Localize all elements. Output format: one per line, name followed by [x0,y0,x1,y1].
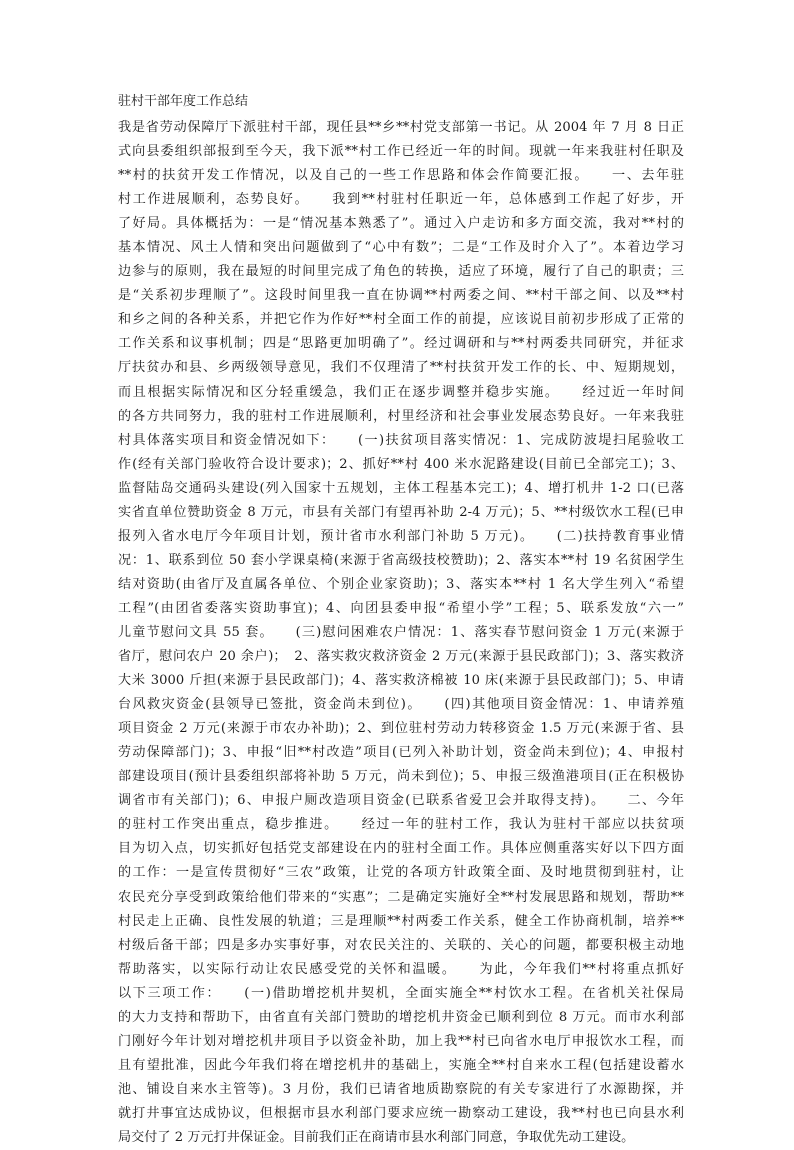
body-line: 工程”(由团省委落实资助事宜)；4、向团县委申报“希望小学”工程；5、联系发放“六一” [118,600,684,616]
body-line: 基本情况、风土人情和突出问题做到了“心中有数”；二是“工作及时介入了”。本着边学习 [118,240,684,256]
body-line: 调省市有关部门)；6、申报户厕改造项目资金(已联系省爱卫会并取得支持)。 二、今年 [118,793,684,809]
body-line: 监督陆岛交通码头建设(列入国家十五规划，主体工程基本完工)；4、增打机井 1-2 口(已落 [118,480,684,496]
body-line: 且有望批准，因此今年我们将在增挖机井的基础上，实施全**村自来水工程(包括建设蓄水 [118,1057,684,1073]
body-line: 目为切入点，切实抓好包括党支部建设在内的驻村全面工作。具体应侧重落实好以下四方面 [118,841,684,857]
body-line: 的大力支持和帮助下，由省直有关部门赞助的增挖机井资金已顺利到位 8 万元。而市水利部 [118,1009,684,1025]
body-line: 况：1、联系到位 50 套小学课桌椅(来源于省高级技校赞助)；2、落实本**村 19 名贫困学生 [118,552,684,568]
body-line: 大米 3000 斤担(来源于县民政部门)；4、落实救济棉被 10 床(来源于县民政部门)；5、申请 [118,673,684,689]
body-line: 帮助落实，以实际行动让农民感受党的关怀和温暖。 为此，今年我们**村将重点抓好 [118,961,684,977]
body-line: 池、铺设自来水主管等)。3 月份，我们已请省地质勘察院的有关专家进行了水源勘探，并 [118,1081,684,1097]
body-line: 实省直单位赞助资金 8 万元，市县有关部门有望再补助 2-4 万元)；5、**村级饮水工程(已申 [118,504,684,520]
body-line: 村具体落实项目和资金情况如下： (一)扶贫项目落实情况：1、完成防波堤扫尾验收工 [118,432,684,448]
body-line: 边参与的原则，我在最短的时间里完成了角色的转换，适应了环境，履行了自己的职责；三 [118,264,684,280]
body-line: 工作关系和议事机制；四是“思路更加明确了”。经过调研和与**村两委共同研究，并征求 [118,336,684,352]
body-line: 以下三项工作： (一)借助增挖机井契机，全面实施全**村饮水工程。在省机关社保局 [118,985,684,1001]
body-line: 劳动保障部门)；3、申报“旧**村改造”项目(已列入补助计划，资金尚未到位)；4、申报村 [118,745,684,761]
body-line: 村民走上正确、良性发展的轨道；三是理顺**村两委工作关系，健全工作协商机制，培养** [118,913,684,929]
body-line: 村工作进展顺利，态势良好。 我到**村驻村任职近一年，总体感到工作起了好步，开 [118,192,684,208]
body-line: 我是省劳动保障厅下派驻村干部，现任县**乡**村党支部第一书记。从 2004 年 7 月 8 日正 [118,120,684,135]
body-line: 而且根据实际情况和区分轻重缓急，我们正在逐步调整并稳步实施。 经过近一年时间 [118,384,684,400]
body-line: **村的扶贫开发工作情况，以及自己的一些工作思路和体会作简要汇报。 一、去年驻 [118,168,684,184]
body-line: 村级后备干部；四是多办实事好事，对农民关注的、关联的、关心的问题，都要积极主动地 [118,937,684,953]
body-line: 的工作：一是宣传贯彻好“三农”政策，让党的各项方针政策全面、及时地贯彻到驻村，让 [118,865,684,881]
document-title: 驻村干部年度工作总结 [118,94,249,109]
body-line: 结对资助(由省厅及直属各单位、个别企业家资助)；3、落实本**村 1 名大学生列入“希望 [118,576,684,592]
document-page [118,92,684,1150]
body-line: 了好局。具体概括为：一是“情况基本熟悉了”。通过入户走访和多方面交流，我对**村的 [118,216,684,232]
body-line: 项目资金 2 万元(来源于市农办补助)；2、到位驻村劳动力转移资金 1.5 万元(来源于省、县 [118,721,684,737]
body-line: 报列入省水电厅今年项目计划，预计省市水利部门补助 5 万元)。 (二)扶持教育事业情 [118,528,684,544]
body-line: 和乡之间的各种关系，并把它作为作好**村全面工作的前提，应该说目前初步形成了正常的 [118,312,684,328]
document-body [118,116,684,1150]
body-line: 的驻村工作突出重点，稳步推进。 经过一年的驻村工作，我认为驻村干部应以扶贫项 [118,817,684,833]
body-line: 就打井事宜达成协议，但根据市县水利部门要求应统一勘察动工建设，我**村也已向县水利 [118,1105,684,1121]
body-line: 部建设项目(预计县委组织部将补助 5 万元，尚未到位)；5、申报三级渔港项目(正在积极协 [118,769,684,785]
body-line: 台风救灾资金(县领导已签批，资金尚未到位)。 (四)其他项目资金情况：1、申请养殖 [118,697,684,713]
body-line: 儿童节慰问文具 55 套。 (三)慰问困难农户情况：1、落实春节慰问资金 1 万元(来源于 [118,624,684,640]
body-line: 的各方共同努力，我的驻村工作进展顺利，村里经济和社会事业发展态势良好。一年来我驻 [118,408,684,424]
body-line: 作(经有关部门验收符合设计要求)；2、抓好**村 400 米水泥路建设(目前已全部完工)；3、 [118,456,684,472]
body-line: 农民充分享受到政策给他们带来的“实惠”；二是确定实施好全**村发展思路和规划，帮助** [118,889,684,905]
body-line: 局交付了 2 万元打井保证金。目前我们正在商请市县水利部门同意，争取优先动工建设。 [118,1129,635,1145]
body-line: 门刚好今年计划对增挖机井项目予以资金补助，加上我**村已向省水电厅申报饮水工程，而 [118,1033,684,1049]
body-line: 式向县委组织部报到至今天，我下派**村工作已经近一年的时间。现就一年来我驻村任职及 [118,144,684,160]
body-line: 是“关系初步理顺了”。这段时间里我一直在协调**村两委之间、**村干部之间、以及**村 [118,288,684,304]
body-line: 省厅，慰问农户 20 余户)； 2、落实救灾救济资金 2 万元(来源于县民政部门)；3、落实救济 [118,649,684,665]
body-line: 厅扶贫办和县、乡两级领导意见，我们不仅理清了**村扶贫开发工作的长、中、短期规划， [118,360,684,376]
